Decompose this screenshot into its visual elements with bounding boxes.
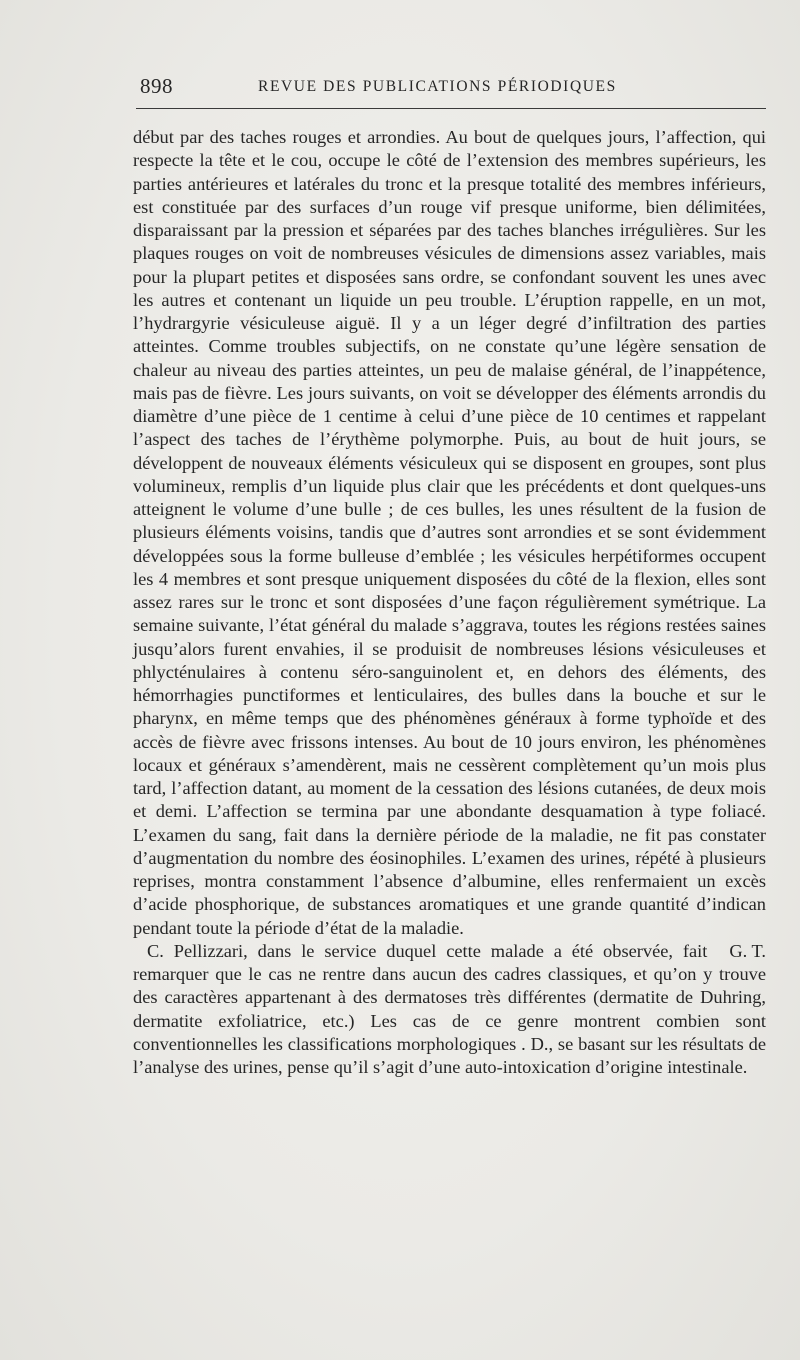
page-header [140,74,765,100]
author-signature: G. T. [729,940,766,961]
paragraph: début par des taches rouges et arrondies. Au bout de quelques jours, l’affection, qui respecte la tête et le cou, occupe le côté de l’extension des membres supérieurs, les parties antérieures et latérales du tronc et la presque totalité des membres inférieurs, est constituée par des surfaces d’un rouge vif presque uniforme, bien délimitées, disparaissant par la pression et séparées par des taches blanches irrégulières. Sur les plaques rouges on voit de nombreuses vésicules de dimensions assez variables, mais pour la plupart petites et disposées sans ordre, se confondant souvent les unes avec les autres et contenant un liquide un peu trouble. L’éruption rappelle, en un mot, l’hydrargyrie vésiculeuse aiguë. Il y a un léger degré d’infiltration des parties atteintes. Comme troubles subjectifs, on ne constate qu’une légère sensation de chaleur au niveau des parties atteintes, un peu de malaise général, de l’inappétence, mais pas de fièvre. Les jours suivants, on voit se développer des éléments arrondis du diamètre d’une pièce de 1 centime à celui d’une pièce de 10 centimes et rappelant l’aspect des taches de l’érythème polymorphe. Puis, au bout de huit jours, se développent de nouveaux éléments vésiculeux qui se disposent en groupes, sont plus volumineux, remplis d’un liquide plus clair que les précédents et dont quelques-uns atteignent le volume d’une bulle ; de ces bulles, les unes résultent de la fusion de plusieurs éléments voisins, tandis que d’autres sont arrondies et se sont évidemment développées sous la forme bulleuse d’emblée ; les vésicules herpétiformes occupent les 4 membres et sont presque uniquement disposées du côté de la flexion, elles sont assez rares sur le tronc et sont disposées d’une façon régulièrement symétrique. La semaine suivante, l’état général du malade s’aggrava, toutes les régions restées saines jusqu’alors furent envahies, il se produisit de nombreuses lésions vésiculeuses et phlycténulaires à contenu séro-sanguinolent et, en dehors des éléments, des hémorrhagies punctiformes et lenticulaires, des bulles dans la bouche et sur le pharynx, en même temps que des phénomènes généraux à forme typhoïde et des accès de fièvre avec frissons intenses. Au bout de 10 jours environ, les phénomènes locaux et généraux s’amendèrent, mais ne cessèrent complètement qu’un mois plus tard, l’affection datant, au moment de la cessation des lésions cutanées, de deux mois et demi. L’affection se termina par une abondante desquamation à type foliacé. L’examen du sang, fait dans la dernière période de la maladie, ne fit pas constater d’augmentation du nombre des éosinophiles. L’examen des urines, répété à plusieurs reprises, montra constamment l’absence d’albumine, elles renfermaient un excès d’acide phosphorique, de substances aromatiques et une grande quantité d’indican pendant toute la période d’état de la maladie. [133,127,766,938]
paragraph-text: C. Pellizzari, dans le service duquel cette malade a été observée, fait remarquer que le cas ne rentre dans aucun des cadres classiques, et qu’on y trouve des caractères appartenant à des dermatoses très différentes (dermatite de Duhring, dermatite exfoliatrice, etc.) Les cas de ce genre montrent combien sont conventionnelles les classifications morphologiques . D., se basant sur les résultats de l’analyse des urines, pense qu’il s’agit d’une auto-intoxication d’origine intestinale. [133,940,766,1077]
running-title: REVUE DES PUBLICATIONS PÉRIODIQUES [258,78,617,95]
paragraph-with-signature [133,940,766,1080]
article-body [133,126,766,1079]
header-rule [136,108,766,109]
page-number: 898 [140,74,173,98]
